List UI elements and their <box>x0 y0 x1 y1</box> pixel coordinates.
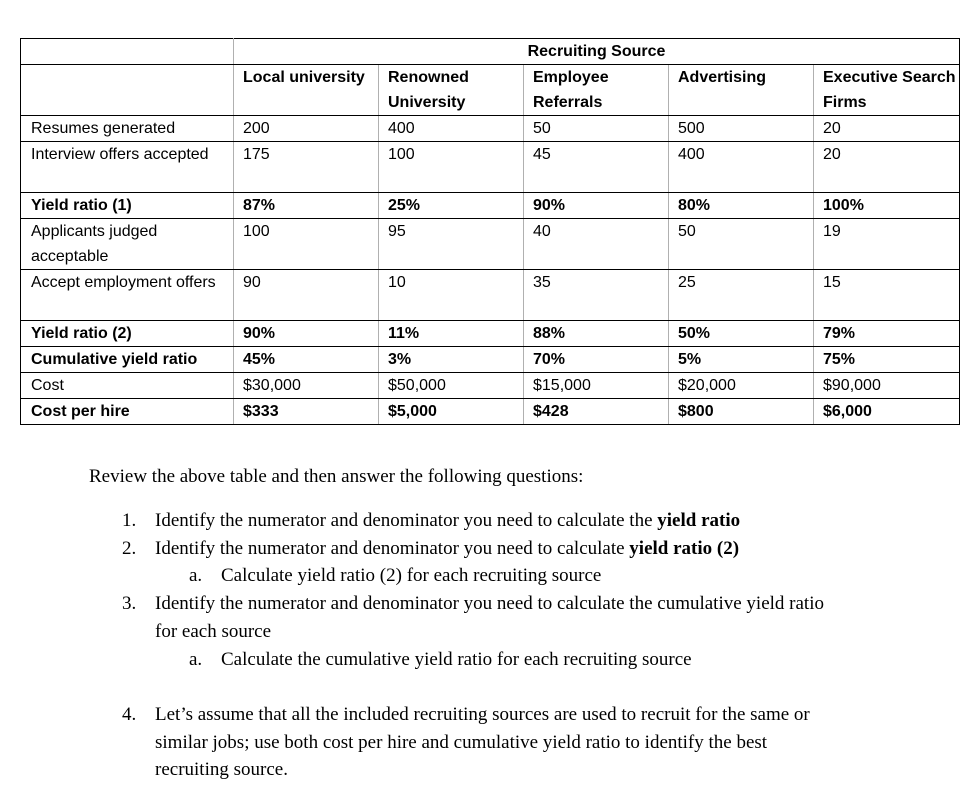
table-cell: 70% <box>524 347 669 373</box>
row-label: Cumulative yield ratio <box>21 347 234 373</box>
table-cell: 500 <box>669 116 814 142</box>
column-header-employee-referrals: Employee Referrals <box>524 65 669 116</box>
question-text-line-3: recruiting source. <box>155 759 288 780</box>
table-cell: 35 <box>524 270 669 321</box>
table-cell: 90% <box>234 321 379 347</box>
table-cell: 100 <box>379 142 524 193</box>
table-cell: 100 <box>234 219 379 270</box>
row-label: Yield ratio (1) <box>21 193 234 219</box>
table-cell: 100% <box>814 193 960 219</box>
table-row <box>21 193 960 219</box>
table-row <box>21 399 960 425</box>
row-label: Interview offers accepted <box>21 142 234 193</box>
question-text: Identify the numerator and denominator you need to calculate <box>155 538 630 559</box>
question-text: Calculate yield ratio (2) for each recruiting source <box>221 565 602 586</box>
table-cell: 90 <box>234 270 379 321</box>
row-label: Cost <box>21 373 234 399</box>
recruiting-source-header: Recruiting Source <box>234 39 960 65</box>
list-number: 2. <box>122 538 137 559</box>
header-empty-cell <box>21 39 234 65</box>
table-cell: 88% <box>524 321 669 347</box>
table-cell: 175 <box>234 142 379 193</box>
list-number: 4. <box>122 704 137 725</box>
table-row <box>21 219 960 270</box>
column-header-local-university: Local university <box>234 65 379 116</box>
row-label: Cost per hire <box>21 399 234 425</box>
table-cell: 11% <box>379 321 524 347</box>
table-cell: $800 <box>669 399 814 425</box>
table-cell: $90,000 <box>814 373 960 399</box>
table-cell: 3% <box>379 347 524 373</box>
table-cell: 200 <box>234 116 379 142</box>
table-cell: $333 <box>234 399 379 425</box>
list-letter: a. <box>189 565 203 586</box>
table-cell: 95 <box>379 219 524 270</box>
table-cell: 87% <box>234 193 379 219</box>
question-text-line-1: Let’s assume that all the included recruiting sources are used to recruit for the same or <box>155 704 810 725</box>
table-cell: 80% <box>669 193 814 219</box>
table-cell: 45 <box>524 142 669 193</box>
list-number: 1. <box>122 510 137 531</box>
table-row <box>21 373 960 399</box>
table-cell: 25 <box>669 270 814 321</box>
table-cell: 40 <box>524 219 669 270</box>
table-cell: 75% <box>814 347 960 373</box>
table-cell: 400 <box>669 142 814 193</box>
list-letter: a. <box>189 649 203 670</box>
table-row <box>21 347 960 373</box>
row-label: Accept employment offers <box>21 270 234 321</box>
table-cell: 19 <box>814 219 960 270</box>
question-text-line-2: for each source <box>155 621 272 642</box>
table-row <box>21 321 960 347</box>
table-cell: $6,000 <box>814 399 960 425</box>
table-cell: 45% <box>234 347 379 373</box>
recruiting-table <box>20 38 960 425</box>
row-label: Applicants judged acceptable <box>21 219 234 270</box>
table-cell: $20,000 <box>669 373 814 399</box>
question-text: Calculate the cumulative yield ratio for each recruiting source <box>221 649 692 670</box>
column-header-executive-search-firms: Executive Search Firms <box>814 65 960 116</box>
question-text-line-1: Identify the numerator and denominator you need to calculate the cumulative yield ratio <box>155 593 824 614</box>
table-cell: 400 <box>379 116 524 142</box>
table-cell: 90% <box>524 193 669 219</box>
list-number: 3. <box>122 593 137 614</box>
question-text-line-2: similar jobs; use both cost per hire and cumulative yield ratio to identify the best <box>155 732 768 753</box>
table-cell: 79% <box>814 321 960 347</box>
row-label: Resumes generated <box>21 116 234 142</box>
instructions-intro: Review the above table and then answer the following questions: <box>89 466 584 487</box>
table-cell: 50% <box>669 321 814 347</box>
table-cell: $30,000 <box>234 373 379 399</box>
table-cell: 5% <box>669 347 814 373</box>
table-cell: $5,000 <box>379 399 524 425</box>
table-cell: 20 <box>814 116 960 142</box>
table-cell: 10 <box>379 270 524 321</box>
table-cell: 20 <box>814 142 960 193</box>
table-cell: 50 <box>524 116 669 142</box>
table-cell: $428 <box>524 399 669 425</box>
table-cell: 25% <box>379 193 524 219</box>
column-header-empty <box>21 65 234 116</box>
column-header-renowned-university: Renowned University <box>379 65 524 116</box>
column-header-advertising: Advertising <box>669 65 814 116</box>
table-row <box>21 142 960 193</box>
question-bold-term: yield ratio (2) <box>629 538 740 559</box>
table-cell: 15 <box>814 270 960 321</box>
question-bold-term: yield ratio <box>657 510 741 531</box>
question-text: Identify the numerator and denominator you need to calculate the <box>155 510 658 531</box>
table-row <box>21 116 960 142</box>
row-label: Yield ratio (2) <box>21 321 234 347</box>
table-cell: 50 <box>669 219 814 270</box>
table-row <box>21 270 960 321</box>
table-cell: $15,000 <box>524 373 669 399</box>
table-cell: $50,000 <box>379 373 524 399</box>
